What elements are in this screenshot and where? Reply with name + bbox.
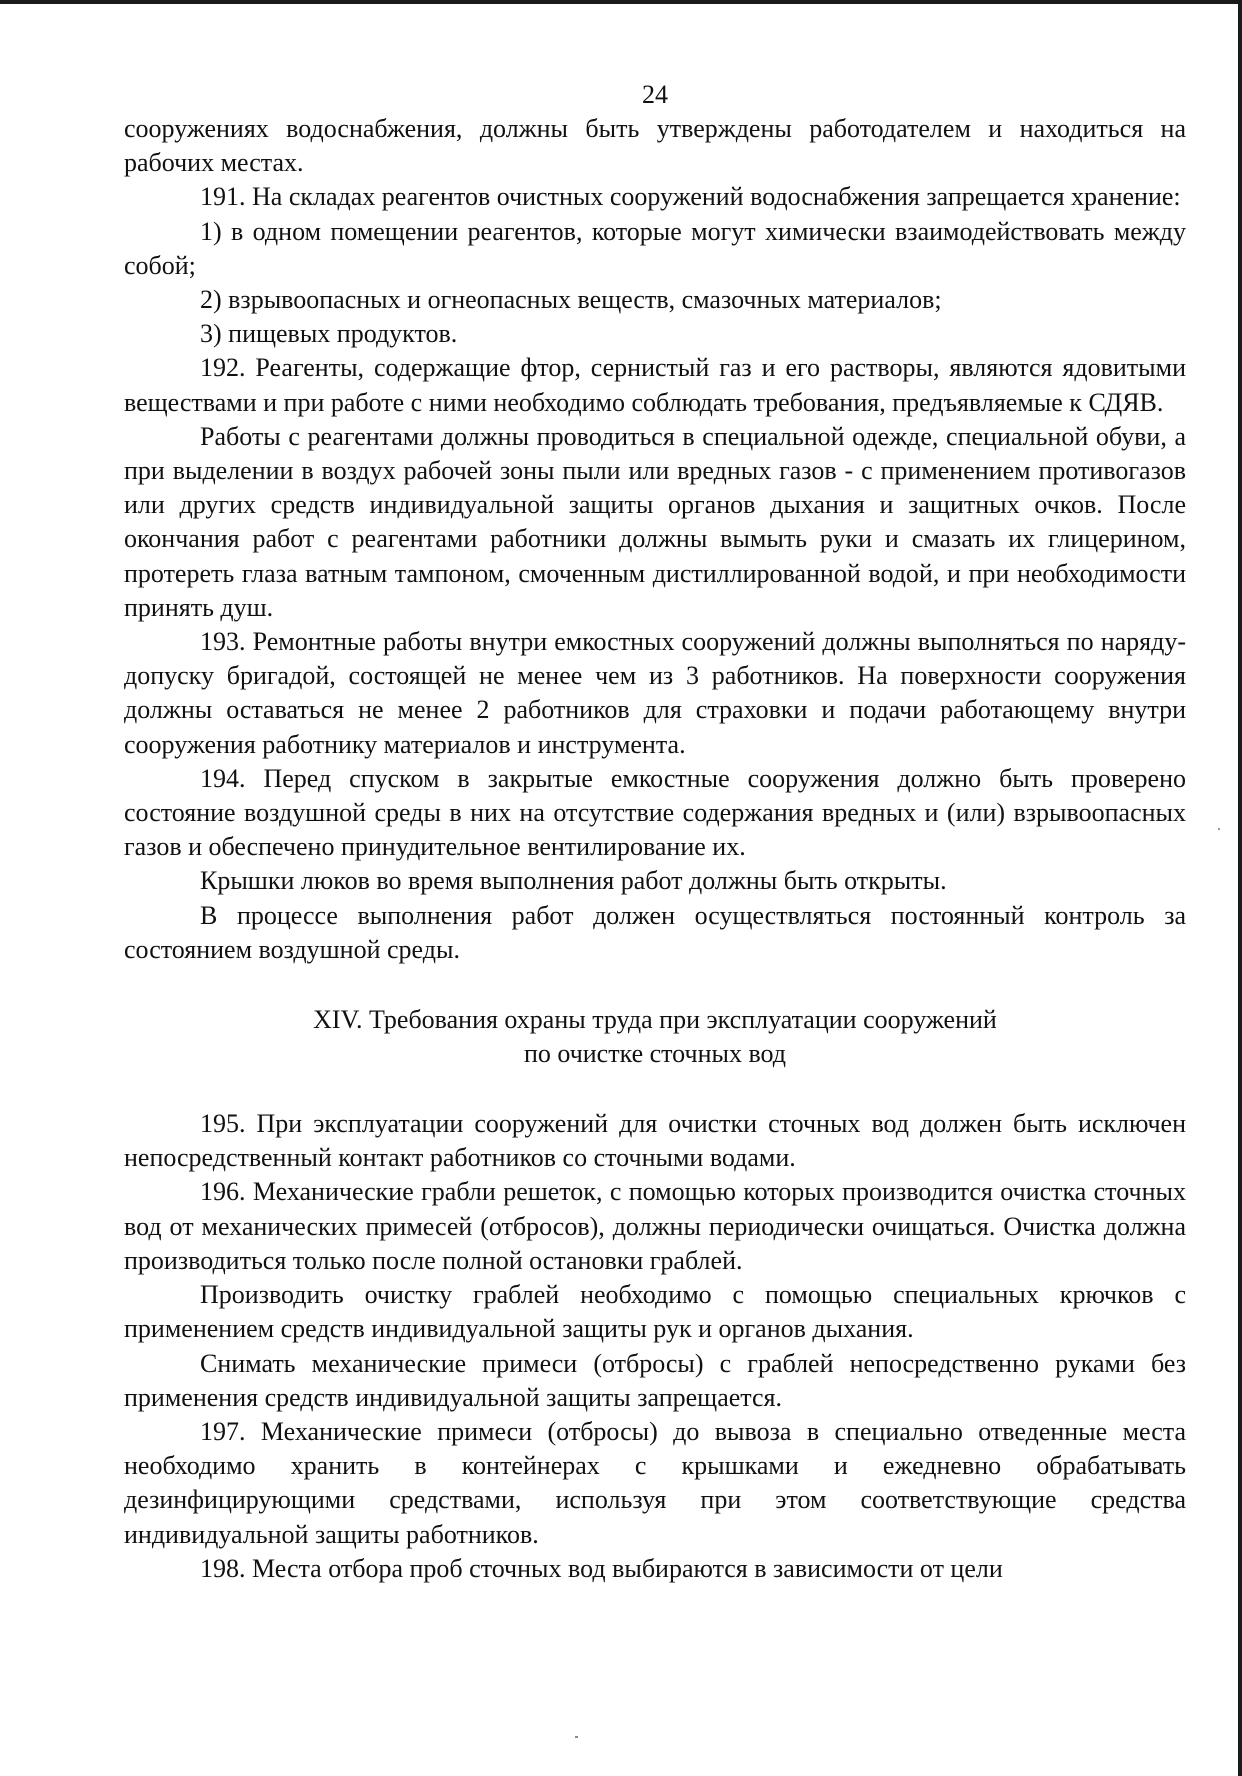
paragraph-198: 198. Места отбора проб сточных вод выбираются в зависимости от цели bbox=[200, 1553, 1003, 1583]
paragraph-196-removal: Снимать механические примеси (отбросы) с граблей непосредственно руками без применения средств индивидуальной защиты запрещается. bbox=[124, 1348, 1186, 1412]
paragraph-196-cleaning: Производить очистку граблей необходимо с помощью специальных крючков с применением средств индивидуальной защиты рук и органов дыхания. bbox=[124, 1280, 1186, 1344]
scan-speck-bottom bbox=[575, 1736, 578, 1738]
paragraphs-top bbox=[124, 112, 1186, 967]
scan-speck bbox=[1218, 828, 1220, 830]
paragraph-197: 197. Механические примеси (отбросы) до вывоза в специально отведенные места необходимо хранить в контейнерах с крышками и ежедневно обрабатывать дезинфицирующими средствами, используя при этом соответствующие средства индивидуальной защиты работников. bbox=[124, 1416, 1186, 1549]
paragraph-195: 195. При эксплуатации сооружений для очистки сточных вод должен быть исключен непосредственный контакт работников со сточными водами. bbox=[124, 1109, 1186, 1173]
scan-border-right bbox=[1238, 0, 1242, 1776]
paragraph-194: 194. Перед спуском в закрытые емкостные сооружения должно быть проверено состояние воздушной среды в них на отсутствие содержания вредных и (или) взрывоопасных газов и обеспечено принудительное вентилирование их. bbox=[124, 763, 1186, 862]
paragraph-192: 192. Реагенты, содержащие фтор, сернистый газ и его растворы, являются ядовитыми веществами и при работе с ними необходимо соблюдать требования, предъявляемые к СДЯВ. bbox=[124, 353, 1186, 417]
paragraphs-bottom bbox=[124, 1107, 1186, 1586]
document-page bbox=[124, 78, 1186, 1586]
section-heading-line-1: XIV. Требования охраны труда при эксплуатации сооружений bbox=[313, 1005, 997, 1035]
paragraph-196: 196. Механические грабли решеток, с помощью которых производится очистка сточных вод от механических примесей (отбросов), должны периодически очищаться. Очистка должна производиться только после полной остановки граблей. bbox=[124, 1177, 1186, 1275]
section-heading bbox=[124, 1003, 1186, 1071]
paragraph-continuation: сооружениях водоснабжения, должны быть утверждены работодателем и находиться на рабочих местах. bbox=[124, 114, 1186, 178]
paragraph-194-control: В процессе выполнения работ должен осуществляться постоянный контроль за состоянием воздушной среды. bbox=[124, 900, 1186, 964]
page-number: 24 bbox=[642, 80, 668, 109]
paragraph-192-work: Работы с реагентами должны проводиться в специальной одежде, специальной обуви, а при выделении в воздух рабочей зоны пыли или вредных газов - с применением противогазов или других средств индивидуальной защиты органов дыхания и защитных очков. После окончания работ с реагентами работники должны вымыть руки и смазать их глицерином, протереть глаза ватным тампоном, смоченным дистиллированной водой, и при необходимости принять душ. bbox=[124, 421, 1186, 622]
paragraph-191: 191. На складах реагентов очистных сооружений водоснабжения запрещается хранение: bbox=[200, 182, 1181, 212]
paragraph-194-hatches: Крышки люков во время выполнения работ должны быть открыты. bbox=[200, 866, 947, 896]
paragraph-191-item-1: 1) в одном помещении реагентов, которые могут химически взаимодействовать между собой; bbox=[124, 216, 1186, 280]
paragraph-193: 193. Ремонтные работы внутри емкостных сооружений должны выполняться по наряду-допуску бригадой, состоящей не менее чем из 3 работников. На поверхности сооружения должны оставаться не менее 2 работников для страховки и подачи работающему внутри сооружения работнику материалов и инструмента. bbox=[124, 627, 1186, 759]
section-heading-line-2: по очистке сточных вод bbox=[523, 1039, 787, 1069]
paragraph-191-item-3: 3) пищевых продуктов. bbox=[200, 319, 458, 349]
paragraph-191-item-2: 2) взрывоопасных и огнеопасных веществ, смазочных материалов; bbox=[200, 285, 942, 315]
scan-border-top bbox=[0, 0, 1242, 4]
